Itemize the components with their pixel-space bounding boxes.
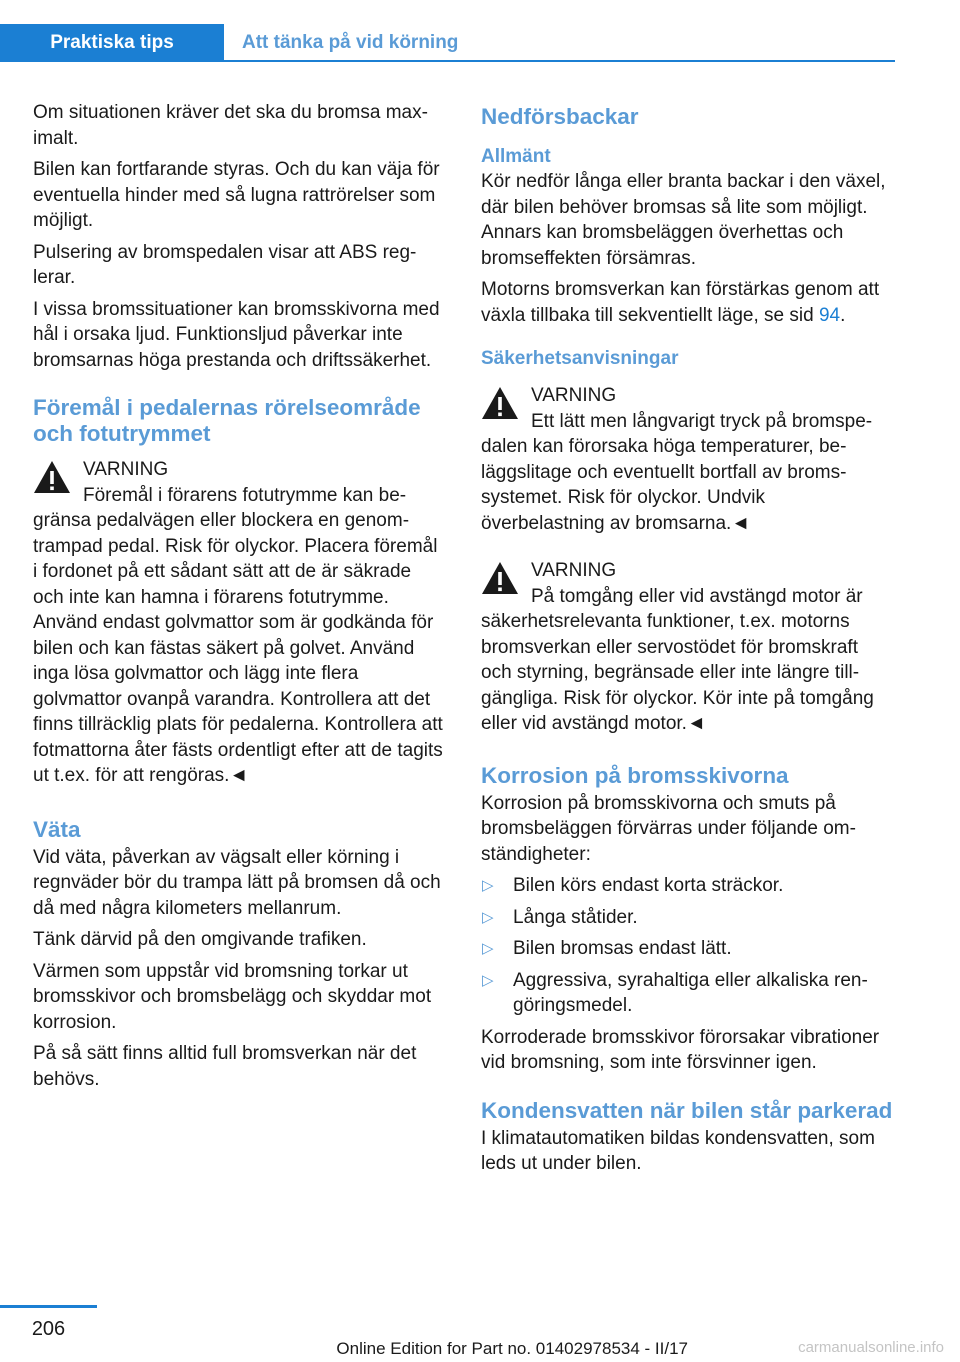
section-tab-att-tanka[interactable]: Att tänka på vid körning bbox=[242, 32, 459, 53]
footer-divider bbox=[0, 1305, 97, 1308]
section-heading-nedforsbackar: Nedförsbackar bbox=[481, 104, 639, 129]
right-column bbox=[481, 100, 893, 1183]
warning-block bbox=[33, 457, 445, 789]
warning-text: Föremål i förarens fotutrymme kan begränsa pedalvägen eller blockera en genomtrampad pedal. Risk för olyckor. Placera föremål i fordonet på ett sådant sätt att de är säkrade och inte kan hamna i förarens fotutrymme. Använd endast golvmattor som är godkända för bilen och kan fästas säkert på golvet. Använd inga lösa golvmattor och lägg inte flera golvmattor ovanpå varandra. Kontrollera att det finns tillräcklig plats för pedalerna. Kontrollera att fotmattorna åter fästs ordentligt efter att de tagits ut t.ex. för att rengöras.◄ bbox=[33, 484, 443, 786]
paragraph-text: Motorns bromsverkan kan förstärkas genom att växla tillbaka till sekventiellt läge, se sid bbox=[481, 279, 880, 326]
paragraph: I klimatautomatiken bildas kondensvatten, som leds ut under bilen. bbox=[481, 1127, 875, 1174]
paragraph: Om situationen kräver det ska du bromsa maximalt. bbox=[33, 102, 428, 149]
list-item bbox=[481, 873, 893, 899]
warning-block bbox=[481, 383, 893, 536]
edition-note: Online Edition for Part no. 01402978534 - II/17 bbox=[336, 1339, 688, 1358]
header-divider bbox=[224, 60, 895, 62]
paragraph: Korroderade bromsskivor förorsakar vibrationer vid bromsning, som inte försvinner igen. bbox=[481, 1026, 880, 1073]
paragraph: I vissa bromssituationer kan bromsskivorna med hål i orsaka ljud. Funktionsljud påverkar inte bromsarnas höga prestanda och driftssäkerhet. bbox=[33, 298, 440, 371]
list-item bbox=[481, 905, 893, 931]
list-item-text: Bilen bromsas endast lätt. bbox=[513, 938, 732, 959]
watermark: carmanualsonline.info bbox=[798, 1339, 944, 1356]
list-item bbox=[481, 936, 893, 962]
paragraph: Bilen kan fortfarande styras. Och du kan väja för eventuella hinder med så lugna rattrörelser som möjligt. bbox=[33, 159, 440, 231]
left-column bbox=[33, 100, 445, 1098]
warning-block bbox=[481, 558, 893, 737]
section-tab-praktiska-tips[interactable]: Praktiska tips bbox=[0, 24, 224, 62]
paragraph: Värmen som uppstår vid bromsning torkar ut bromsskivor och bromsbelägg och skyddar mot korrosion. bbox=[33, 960, 432, 1033]
paragraph: Korrosion på bromsskivorna och smuts på bromsbeläggen förvärras under följande omständigheter: bbox=[481, 792, 856, 865]
page-header bbox=[0, 24, 895, 62]
triangle-right-bullet-icon: ▷ bbox=[482, 971, 494, 989]
warning-title: VARNING bbox=[531, 560, 617, 581]
list-item-text: Långa ståtider. bbox=[513, 906, 638, 928]
warning-triangle-icon bbox=[33, 460, 71, 494]
section-heading-vata: Väta bbox=[33, 816, 81, 842]
list-item-text: Bilen körs endast korta sträckor. bbox=[513, 875, 784, 896]
paragraph: Tänk därvid på den omgivande trafiken. bbox=[33, 929, 367, 950]
section-heading-pedal: Föremål i pedalernas rörelseområde och fotutrymmet bbox=[33, 395, 421, 446]
warning-text: Ett lätt men långvarigt tryck på bromspedalen kan förorsaka höga temperaturer, beläggslitage och eventuellt bortfall av bromssystemet. Risk för olyckor. Undvik överbelastning av bromsarna.◄ bbox=[481, 410, 873, 534]
triangle-right-bullet-icon: ▷ bbox=[482, 877, 494, 894]
paragraph bbox=[481, 277, 893, 328]
bullet-list bbox=[481, 873, 893, 1019]
list-item bbox=[481, 968, 893, 1019]
page-number: 206 bbox=[31, 1318, 66, 1340]
warning-title: VARNING bbox=[531, 385, 617, 406]
paragraph: Kör nedför långa eller branta backar i den växel, där bilen behöver bromsas så lite som möjligt. Annars kan bromsbeläggen överhettas och bromseffekten försämras. bbox=[481, 171, 886, 269]
list-item-text: Aggressiva, syrahaltiga eller alkaliska rengöringsmedel. bbox=[513, 969, 868, 1016]
paragraph: Vid väta, påverkan av vägsalt eller körning i regnväder bör du trampa lätt på bromsen då och då med några kilometers mellanrum. bbox=[33, 846, 441, 919]
page-reference-link[interactable]: 94 bbox=[818, 304, 841, 326]
paragraph-text: . bbox=[840, 304, 846, 326]
paragraph: På så sätt finns alltid full bromsverkan när det behövs. bbox=[33, 1043, 417, 1090]
warning-triangle-icon bbox=[481, 561, 519, 595]
subheading-allmant: Allmänt bbox=[481, 146, 551, 167]
triangle-right-bullet-icon: ▷ bbox=[482, 908, 494, 926]
subheading-sakerhetsanvisningar: Säkerhetsanvisningar bbox=[481, 348, 679, 369]
warning-title: VARNING bbox=[83, 459, 169, 480]
paragraph: Pulsering av bromspedalen visar att ABS reglerar. bbox=[33, 241, 417, 288]
section-heading-korrosion: Korrosion på bromsskivorna bbox=[481, 762, 789, 788]
warning-triangle-icon bbox=[481, 386, 519, 420]
triangle-right-bullet-icon: ▷ bbox=[482, 940, 494, 957]
warning-text: På tomgång eller vid avstängd motor är säkerhetsrelevanta funktioner, t.ex. motorns bromsverkan eller servostödet för bromskraft och styrning, begränsade eller inte längre tillgängliga. Risk för olyckor. Kör inte på tomgång eller vid avstängd motor.◄ bbox=[481, 585, 874, 734]
section-heading-kondensvatten: Kondensvatten när bilen står parkerad bbox=[481, 1097, 893, 1123]
